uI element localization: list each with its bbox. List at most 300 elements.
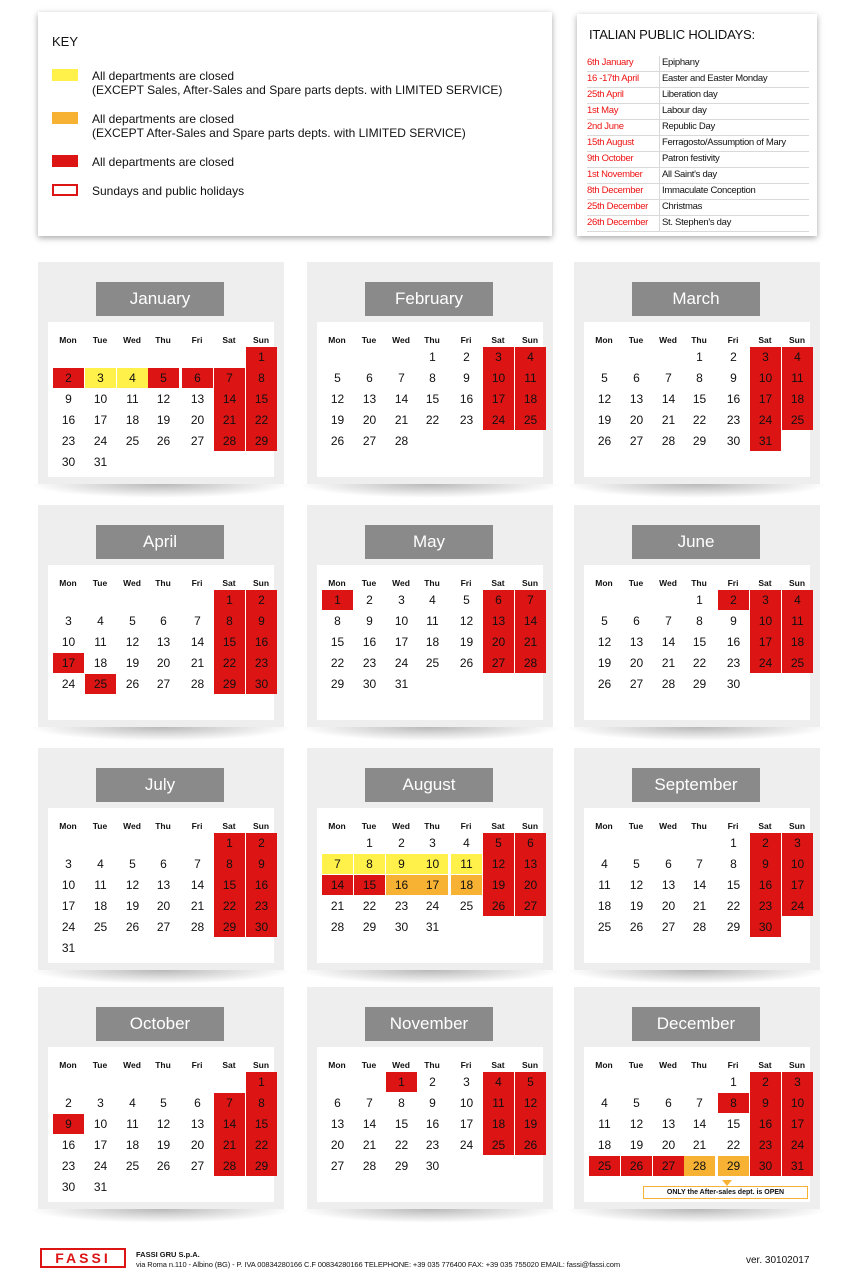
day-cell: 27 — [362, 434, 377, 448]
day-cell: 4 — [601, 857, 608, 871]
day-cell: 22 — [330, 656, 345, 670]
weekday-label: Sun — [788, 335, 806, 345]
weekday-label: Mon — [595, 821, 613, 831]
day-cell: 25 — [491, 1138, 506, 1152]
month-january — [38, 262, 284, 484]
day-cell: 14 — [222, 1117, 237, 1131]
month-september — [574, 748, 820, 970]
month-title: December — [632, 1007, 760, 1041]
day-cell: 2 — [718, 590, 749, 610]
day-cell: 28 — [190, 677, 205, 691]
day-cell: 27 — [653, 1156, 684, 1176]
day-cell: 21 — [523, 635, 538, 649]
day-cell: 23 — [394, 899, 409, 913]
day-cell: 13 — [362, 392, 377, 406]
day-cell: 20 — [362, 413, 377, 427]
day-cell: 21 — [661, 656, 676, 670]
day-cell: 30 — [61, 455, 76, 469]
day-cell: 8 — [354, 854, 385, 874]
day-cell: 26 — [597, 434, 612, 448]
day-cell: 4 — [601, 1096, 608, 1110]
day-cell: 15 — [330, 635, 345, 649]
day-cell: 30 — [362, 677, 377, 691]
day-cell: 5 — [148, 368, 179, 388]
holiday-row — [587, 168, 809, 184]
day-cell: 12 — [597, 392, 612, 406]
day-cell: 25 — [790, 413, 805, 427]
day-cell: 4 — [129, 1096, 136, 1110]
day-cell: 3 — [794, 836, 801, 850]
day-cell: 19 — [459, 635, 474, 649]
day-cell: 14 — [394, 392, 409, 406]
holiday-name: Easter and Easter Monday — [659, 72, 809, 87]
holiday-row — [587, 152, 809, 168]
day-cell: 27 — [156, 920, 171, 934]
day-cell: 14 — [661, 392, 676, 406]
weekday-label: Sat — [222, 1060, 236, 1070]
weekday-label: Wed — [392, 335, 410, 345]
day-cell: 4 — [794, 593, 801, 607]
day-cell: 17 — [93, 1138, 108, 1152]
weekday-label: Wed — [392, 1060, 410, 1070]
day-cell: 6 — [665, 857, 672, 871]
day-cell: 7 — [226, 371, 233, 385]
month-grid — [48, 565, 274, 720]
month-march — [574, 262, 820, 484]
weekday-label: Fri — [727, 578, 739, 588]
month-title: July — [96, 768, 224, 802]
month-may — [307, 505, 553, 727]
day-cell: 6 — [194, 1096, 201, 1110]
day-cell: 20 — [661, 899, 676, 913]
day-cell: 9 — [730, 371, 737, 385]
day-cell: 9 — [463, 371, 470, 385]
day-cell: 3 — [762, 350, 769, 364]
month-october — [38, 987, 284, 1209]
weekday-label: Sat — [491, 821, 505, 831]
day-cell: 20 — [156, 656, 171, 670]
day-cell: 2 — [258, 593, 265, 607]
day-cell: 8 — [258, 371, 265, 385]
holiday-date: 25th December — [587, 201, 649, 212]
day-cell: 17 — [394, 635, 409, 649]
weekday-label: Sat — [222, 578, 236, 588]
day-cell: 11 — [426, 614, 439, 628]
day-cell: 23 — [726, 656, 741, 670]
day-cell: 8 — [258, 1096, 265, 1110]
weekday-label: Sat — [491, 1060, 505, 1070]
day-cell: 27 — [491, 656, 506, 670]
day-cell: 6 — [160, 857, 167, 871]
footer-version: ver. 30102017 — [746, 1255, 810, 1266]
day-cell: 24 — [758, 413, 773, 427]
day-cell: 19 — [125, 899, 140, 913]
day-cell: 29 — [692, 434, 707, 448]
month-grid — [584, 1047, 810, 1202]
day-cell: 15 — [354, 875, 385, 895]
day-cell: 24 — [491, 413, 506, 427]
day-cell: 27 — [330, 1159, 345, 1173]
weekday-label: Tue — [92, 335, 108, 345]
day-cell: 8 — [398, 1096, 405, 1110]
day-cell: 16 — [362, 635, 377, 649]
day-cell: 1 — [386, 1072, 417, 1092]
day-cell: 13 — [629, 635, 644, 649]
day-cell: 23 — [758, 899, 773, 913]
day-cell: 13 — [491, 614, 506, 628]
day-cell: 12 — [629, 1117, 644, 1131]
day-cell: 7 — [665, 614, 672, 628]
day-cell: 13 — [156, 635, 171, 649]
red-swatch — [52, 155, 78, 167]
holiday-name: Republic Day — [659, 120, 809, 135]
weekday-label: Fri — [460, 335, 472, 345]
day-cell: 28 — [190, 920, 205, 934]
day-cell: 18 — [451, 875, 482, 895]
day-cell: 8 — [696, 371, 703, 385]
weekday-label: Wed — [123, 335, 141, 345]
month-title: January — [96, 282, 224, 316]
day-cell: 3 — [429, 836, 436, 850]
day-cell: 7 — [194, 614, 201, 628]
holiday-name: Epiphany — [659, 56, 809, 71]
weekday-label: Tue — [92, 821, 108, 831]
day-cell: 18 — [125, 413, 140, 427]
weekday-label: Mon — [59, 1060, 77, 1070]
day-cell: 5 — [633, 1096, 640, 1110]
day-cell: 19 — [597, 413, 612, 427]
day-cell: 28 — [222, 434, 237, 448]
weekday-label: Sun — [521, 1060, 539, 1070]
day-cell: 25 — [597, 920, 612, 934]
weekday-label: Sun — [252, 1060, 270, 1070]
key-item-yellow: All departments are closed (EXCEPT Sales, After-Sales and Spare parts depts. with LIMITED SERVICE) — [92, 69, 503, 97]
day-cell: 28 — [661, 677, 676, 691]
weekday-label: Fri — [727, 821, 739, 831]
day-cell: 19 — [629, 899, 644, 913]
day-cell: 25 — [790, 656, 805, 670]
day-cell: 3 — [65, 614, 72, 628]
weekday-label: Thu — [691, 335, 707, 345]
weekday-label: Sun — [788, 821, 806, 831]
day-cell: 13 — [190, 392, 205, 406]
day-cell: 15 — [254, 1117, 269, 1131]
day-cell: 8 — [226, 857, 233, 871]
day-cell: 2 — [463, 350, 470, 364]
month-august — [307, 748, 553, 970]
day-cell: 17 — [790, 878, 805, 892]
day-cell: 9 — [730, 614, 737, 628]
weekday-label: Mon — [59, 821, 77, 831]
holiday-date: 1st May — [587, 105, 619, 116]
day-cell: 27 — [629, 434, 644, 448]
holiday-name: Liberation day — [659, 88, 809, 103]
day-cell: 25 — [425, 656, 440, 670]
weekday-label: Wed — [392, 578, 410, 588]
weekday-label: Fri — [460, 821, 472, 831]
day-cell: 14 — [190, 878, 205, 892]
day-cell: 11 — [94, 635, 107, 649]
day-cell: 28 — [523, 656, 538, 670]
weekday-label: Mon — [59, 578, 77, 588]
day-cell: 7 — [194, 857, 201, 871]
day-cell: 12 — [156, 392, 171, 406]
day-cell: 31 — [61, 941, 76, 955]
key-item-red: All departments are closed — [92, 155, 235, 169]
weekday-label: Mon — [595, 335, 613, 345]
day-cell: 2 — [53, 368, 84, 388]
day-cell: 19 — [491, 878, 506, 892]
day-cell: 16 — [61, 1138, 76, 1152]
weekday-label: Sun — [521, 335, 539, 345]
day-cell: 6 — [633, 614, 640, 628]
month-title: October — [96, 1007, 224, 1041]
day-cell: 1 — [322, 590, 353, 610]
day-cell: 28 — [661, 434, 676, 448]
day-cell: 28 — [394, 434, 409, 448]
holidays-title: ITALIAN PUBLIC HOLIDAYS: — [589, 27, 755, 42]
day-cell: 29 — [362, 920, 377, 934]
day-cell: 3 — [398, 593, 405, 607]
day-cell: 8 — [334, 614, 341, 628]
day-cell: 20 — [330, 1138, 345, 1152]
day-cell: 30 — [254, 677, 269, 691]
day-cell: 6 — [366, 371, 373, 385]
month-grid — [317, 1047, 543, 1202]
holiday-name: St. Stephen's day — [659, 216, 809, 231]
weekday-label: Thu — [691, 1060, 707, 1070]
day-cell: 19 — [597, 656, 612, 670]
day-cell: 12 — [597, 635, 612, 649]
day-cell: 17 — [459, 1117, 474, 1131]
day-cell: 29 — [692, 677, 707, 691]
day-cell: 1 — [258, 350, 265, 364]
day-cell: 11 — [451, 854, 482, 874]
day-cell: 4 — [463, 836, 470, 850]
day-cell: 9 — [53, 1114, 84, 1134]
month-december — [574, 987, 820, 1209]
day-cell: 21 — [362, 1138, 377, 1152]
holidays-panel — [577, 14, 817, 236]
day-cell: 11 — [492, 1096, 505, 1110]
weekday-label: Sun — [252, 821, 270, 831]
day-cell: 18 — [125, 1138, 140, 1152]
weekday-label: Wed — [659, 1060, 677, 1070]
day-cell: 2 — [398, 836, 405, 850]
day-cell: 6 — [495, 593, 502, 607]
day-cell: 8 — [730, 857, 737, 871]
weekday-label: Tue — [628, 821, 644, 831]
day-cell: 17 — [790, 1117, 805, 1131]
day-cell: 13 — [661, 1117, 676, 1131]
day-cell: 29 — [254, 434, 269, 448]
day-cell: 11 — [598, 1117, 611, 1131]
day-cell: 29 — [254, 1159, 269, 1173]
day-cell: 21 — [330, 899, 345, 913]
holiday-row — [587, 184, 809, 200]
weekday-label: Wed — [123, 578, 141, 588]
day-cell: 10 — [790, 857, 805, 871]
day-cell: 2 — [730, 350, 737, 364]
day-cell: 12 — [491, 857, 506, 871]
day-cell: 16 — [61, 413, 76, 427]
day-cell: 3 — [85, 368, 116, 388]
day-cell: 14 — [322, 875, 353, 895]
day-cell: 3 — [762, 593, 769, 607]
weekday-label: Fri — [191, 578, 203, 588]
weekday-label: Thu — [424, 1060, 440, 1070]
day-cell: 23 — [254, 656, 269, 670]
day-cell: 11 — [791, 614, 804, 628]
day-cell: 26 — [491, 899, 506, 913]
day-cell: 27 — [629, 677, 644, 691]
day-cell: 19 — [125, 656, 140, 670]
day-cell: 7 — [322, 854, 353, 874]
holiday-date: 15th August — [587, 137, 634, 148]
day-cell: 5 — [527, 1075, 534, 1089]
holiday-date: 25th April — [587, 89, 624, 100]
month-title: August — [365, 768, 493, 802]
day-cell: 7 — [696, 1096, 703, 1110]
holiday-date: 6th January — [587, 57, 634, 68]
month-grid — [584, 565, 810, 720]
day-cell: 16 — [726, 392, 741, 406]
day-cell: 14 — [692, 878, 707, 892]
day-cell: 19 — [156, 413, 171, 427]
month-title: September — [632, 768, 760, 802]
day-cell: 8 — [429, 371, 436, 385]
day-cell: 29 — [330, 677, 345, 691]
day-cell: 28 — [222, 1159, 237, 1173]
weekday-label: Wed — [659, 335, 677, 345]
day-cell: 11 — [598, 878, 611, 892]
day-cell: 23 — [362, 656, 377, 670]
weekday-label: Thu — [424, 821, 440, 831]
day-cell: 22 — [254, 1138, 269, 1152]
day-cell: 21 — [222, 1138, 237, 1152]
weekday-label: Wed — [659, 821, 677, 831]
december-note: ONLY the After-sales dept. is OPEN — [643, 1186, 808, 1199]
day-cell: 7 — [665, 371, 672, 385]
day-cell: 23 — [61, 434, 76, 448]
day-cell: 24 — [61, 920, 76, 934]
day-cell: 4 — [97, 614, 104, 628]
day-cell: 10 — [758, 371, 773, 385]
weekday-label: Sat — [758, 335, 772, 345]
day-cell: 25 — [125, 434, 140, 448]
day-cell: 24 — [61, 677, 76, 691]
day-cell: 10 — [758, 614, 773, 628]
holiday-date: 26th December — [587, 217, 649, 228]
day-cell: 6 — [665, 1096, 672, 1110]
weekday-label: Sat — [491, 578, 505, 588]
day-cell: 25 — [523, 413, 538, 427]
day-cell: 27 — [661, 920, 676, 934]
day-cell: 20 — [629, 413, 644, 427]
holiday-row — [587, 216, 809, 232]
day-cell: 9 — [762, 1096, 769, 1110]
day-cell: 6 — [334, 1096, 341, 1110]
day-cell: 25 — [93, 920, 108, 934]
day-cell: 13 — [330, 1117, 345, 1131]
weekday-label: Mon — [328, 1060, 346, 1070]
day-cell: 7 — [696, 857, 703, 871]
holiday-row — [587, 72, 809, 88]
day-cell: 27 — [190, 434, 205, 448]
day-cell: 24 — [394, 656, 409, 670]
holiday-date: 9th October — [587, 153, 634, 164]
holiday-row — [587, 88, 809, 104]
holiday-date: 8th December — [587, 185, 644, 196]
weekday-label: Tue — [361, 1060, 377, 1070]
footer-company: FASSI GRU S.p.A. — [136, 1250, 200, 1259]
day-cell: 30 — [254, 920, 269, 934]
day-cell: 10 — [790, 1096, 805, 1110]
day-cell: 5 — [495, 836, 502, 850]
holiday-row — [587, 200, 809, 216]
day-cell: 17 — [491, 392, 506, 406]
holiday-row — [587, 136, 809, 152]
day-cell: 27 — [156, 677, 171, 691]
day-cell: 18 — [597, 899, 612, 913]
day-cell: 18 — [93, 899, 108, 913]
day-cell: 2 — [366, 593, 373, 607]
day-cell: 5 — [129, 614, 136, 628]
weekday-label: Thu — [155, 578, 171, 588]
day-cell: 31 — [394, 677, 409, 691]
weekday-label: Tue — [361, 821, 377, 831]
day-cell: 10 — [61, 878, 76, 892]
day-cell: 7 — [226, 1096, 233, 1110]
day-cell: 12 — [156, 1117, 171, 1131]
day-cell: 25 — [459, 899, 474, 913]
weekday-label: Thu — [691, 821, 707, 831]
day-cell: 2 — [258, 836, 265, 850]
day-cell: 17 — [53, 653, 84, 673]
month-title: May — [365, 525, 493, 559]
day-cell: 16 — [425, 1117, 440, 1131]
day-cell: 11 — [524, 371, 537, 385]
holiday-name: Christmas — [659, 200, 809, 215]
day-cell: 9 — [366, 614, 373, 628]
weekday-label: Fri — [191, 821, 203, 831]
day-cell: 7 — [527, 593, 534, 607]
day-cell: 12 — [125, 878, 140, 892]
day-cell: 7 — [366, 1096, 373, 1110]
day-cell: 4 — [117, 368, 148, 388]
weekday-label: Mon — [595, 578, 613, 588]
day-cell: 20 — [629, 656, 644, 670]
key-title: KEY — [52, 34, 79, 49]
day-cell: 15 — [254, 392, 269, 406]
day-cell: 15 — [394, 1117, 409, 1131]
day-cell: 4 — [495, 1075, 502, 1089]
day-cell: 6 — [182, 368, 213, 388]
day-cell: 12 — [125, 635, 140, 649]
day-cell: 16 — [459, 392, 474, 406]
holiday-date: 2nd June — [587, 121, 624, 132]
day-cell: 25 — [589, 1156, 620, 1176]
weekday-label: Sat — [491, 335, 505, 345]
day-cell: 3 — [97, 1096, 104, 1110]
day-cell: 2 — [429, 1075, 436, 1089]
weekday-label: Thu — [424, 578, 440, 588]
day-cell: 15 — [222, 878, 237, 892]
day-cell: 4 — [794, 350, 801, 364]
day-cell: 21 — [190, 899, 205, 913]
day-cell: 23 — [758, 1138, 773, 1152]
weekday-label: Wed — [659, 578, 677, 588]
